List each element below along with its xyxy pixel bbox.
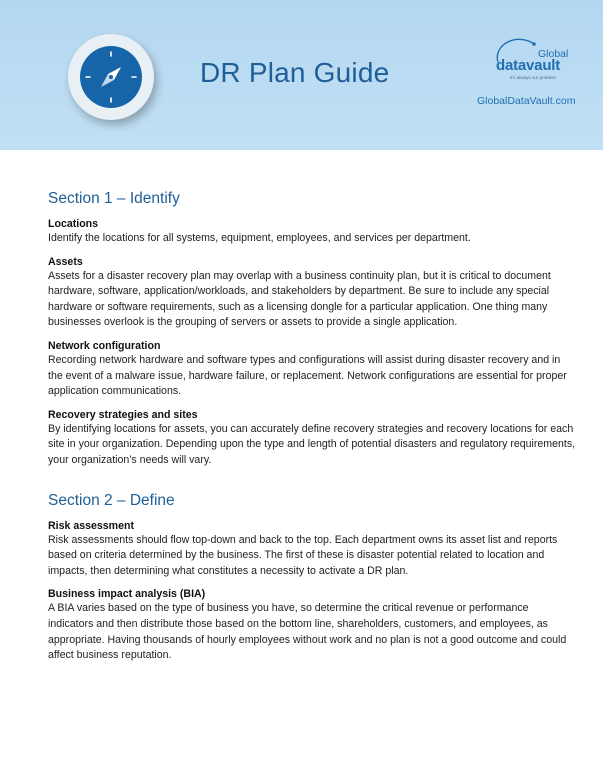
compass-icon [68, 34, 154, 120]
assets-block [48, 256, 576, 331]
website-link[interactable]: GlobalDataVault.com [477, 95, 576, 107]
section-1-title: Section 1 – Identify [48, 190, 180, 207]
block-text: By identifying locations for assets, you can accurately define recovery strategies and recovery locations for each site in your organization. Depending upon the type and length of potential disasters and regulatory requirements, your organization’s needs will vary. [48, 422, 576, 466]
block-text: A BIA varies based on the type of business you have, so determine the critical revenue or performance indicators and then distribute those based on the bottom line, shareholders, customers, and employees, as appropriate. Having thousands of hourly employees without work and no plan is not a good outcome and could affect business reputation. [48, 602, 567, 662]
block-heading: Network configuration [48, 339, 161, 352]
block-heading: Assets [48, 255, 83, 268]
logo-tagline: It's always our problem [510, 75, 556, 80]
risk-assessment-block [48, 520, 576, 580]
block-text: Assets for a disaster recovery plan may overlap with a business continuity plan, but it is critical to document hardware, software, application/workloads, and stakeholders by department. Be sure to include any special hardware or software requirements, such as a licensing dongle for a particular application. One thing many businesses overlook is the grouping of servers or assets to provide a single application. [48, 269, 551, 329]
block-heading: Locations [48, 218, 99, 230]
network-configuration-block [48, 340, 576, 400]
section-spacer [48, 478, 576, 492]
locations-block [48, 218, 576, 247]
recovery-strategies-block [48, 409, 576, 469]
brand-logo [488, 38, 588, 88]
block-text: Identify the locations for all systems, equipment, employees, and services per department. [48, 232, 471, 244]
block-text: Recording network hardware and software types and configurations will assist during disaster recovery and in the event of a malware issue, hardware failure, or replacement. Network configurations are essential for proper application communications. [48, 353, 567, 398]
header-banner [0, 0, 603, 150]
logo-global-text: Global [538, 48, 569, 60]
block-heading: Recovery strategies and sites [48, 408, 198, 421]
business-impact-analysis-block [48, 588, 576, 663]
compass-badge [68, 34, 154, 120]
page-title: DR Plan Guide [200, 57, 390, 88]
logo-datavault-text: datavault [496, 57, 561, 74]
section-2-title: Section 2 – Define [48, 491, 175, 509]
block-text: Risk assessments should flow top-down and back to the top. Each department owns its asset list and reports based on criteria determined by the business. The first of these is disaster potential related to location and impacts, then determining what constitutes a necessity to activate a DR plan. [48, 533, 558, 577]
block-heading: Business impact analysis (BIA) [48, 588, 206, 601]
block-heading: Risk assessment [48, 519, 134, 532]
document-body [48, 190, 576, 673]
